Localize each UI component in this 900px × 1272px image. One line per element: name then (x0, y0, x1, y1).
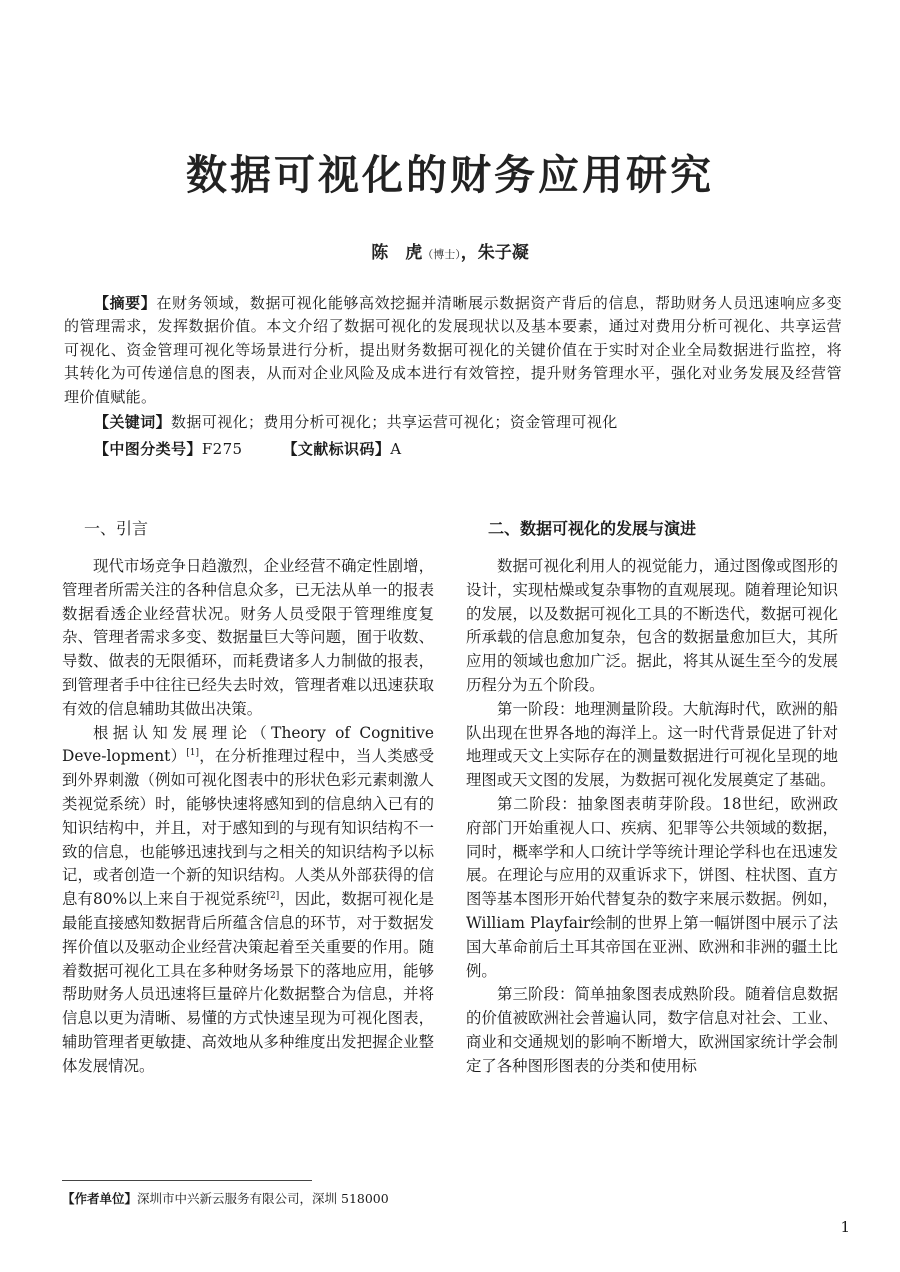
stage-label: 第三阶段：简单抽象图表成熟阶段。 (497, 985, 746, 1004)
citation-ref: [2] (266, 891, 280, 902)
author-name: 朱子凝 (477, 243, 529, 263)
clc-label: 【中图分类号】 (94, 440, 202, 459)
body-paragraph: 现代市场竞争日趋激烈，企业经营不确定性剧增，管理者所需关注的各种信息众多，已无法从单一的报表数据看透企业经营状况。财务人员受限于管理维度复杂、管理者需求多变、数据量巨大等问题，囿于收数、导数、做表的无限循环，而耗费诸多人力制做的报表，到管理者手中往往已经失去时效，管理者难以迅速获取有效的信息辅助其做出决策。 (62, 557, 434, 718)
keywords-text: 数据可视化；费用分析可视化；共享运营可视化；资金管理可视化 (171, 413, 618, 432)
keywords-line (64, 409, 842, 436)
left-column (62, 518, 434, 1079)
stage-label: 第一阶段：地理测量阶段。 (497, 699, 684, 718)
doc-code-value: A (390, 440, 402, 459)
right-column (466, 518, 838, 1079)
body-paragraph (466, 983, 838, 1078)
footnote-divider (62, 1180, 312, 1181)
paper-title: 数据可视化的财务应用研究 (186, 151, 714, 199)
body-paragraph (466, 793, 838, 983)
section-heading: 二、数据可视化的发展与演进 (488, 519, 697, 538)
paragraph-text: 18世纪，欧洲政府部门开始重视人口、疾病、犯罪等公共领域的数据，同时，概率学和人口统计学等统计理论学科也在迅速发展。在理论与应用的双重诉求下，饼图、柱状图、直方图等基本图形开始代替复杂的数字来展示数据。例如，William Playfair绘制的世界上第一幅饼图中展示了法国大革命前后土耳其帝国在亚洲、欧洲和非洲的疆土比例。 (466, 794, 838, 980)
abstract-label: 【摘要】 (94, 294, 157, 312)
clc-value: F275 (201, 440, 243, 459)
author-degree: （博士） (422, 248, 461, 261)
footnote-text: 深圳市中兴新云服务有限公司，深圳 518000 (137, 1191, 389, 1206)
section-heading: 一、引言 (84, 519, 149, 538)
abstract-block (64, 292, 842, 463)
classification-line (64, 436, 842, 463)
abstract-paragraph (64, 292, 842, 409)
doc-code-label: 【文献标识码】 (282, 440, 391, 459)
paragraph-text: 根据认知发展理论（Theory of Cognitive Deve-lopment） (62, 723, 434, 766)
paragraph-text: ，因此，数据可视化是最能直接感知数据背后所蕴含信息的环节，对于数据发挥价值以及驱动企业经营决策起着至关重要的作用。随着数据可视化工具在多种财务场景下的落地应用，能够帮助财务人员迅速将巨量碎片化数据整合为信息，并将信息以更为清晰、易懂的方式快速呈现为可视化图表，辅助管理者更敏捷、高效地从多种维度出发把握企业整体发展情况。 (62, 890, 434, 1075)
author-affiliation-footnote (62, 1190, 389, 1208)
paragraph-text: 随着信息数据的价值被欧洲社会普遍认同，数字信息对社会、工业、商业和交通规划的影响不断增大，欧洲国家统计学会制定了各种图形图表的分类和使用标 (466, 985, 838, 1075)
body-paragraph (466, 698, 838, 793)
paragraph-text: ，在分析推理过程中，当人类感受到外界刺激（例如可视化图表中的形状色彩元素刺激人类视觉系统）时，能够快速将感知到的信息纳入已有的知识结构中，并且，对于感知到的与现有知识结构不一致的信息，也能够迅速找到与之相关的知识结构予以标记，或者创造一个新的知识结构。人类从外部获得的信息有80%以上来自于视觉系统 (62, 747, 434, 909)
author-name: 陈 虎 (371, 243, 423, 263)
author-separator: ， (460, 243, 478, 263)
abstract-text: 在财务领域，数据可视化能够高效挖掘并清晰展示数据资产背后的信息，帮助财务人员迅速响应多变的管理需求，发挥数据价值。本文介绍了数据可视化的发展现状以及基本要素，通过对费用分析可视化、共享运营可视化、资金管理可视化等场景进行分析，提出财务数据可视化的关键价值在于实时对企业全局数据进行监控，将其转化为可传递信息的图表，从而对企业风险及成本进行有效管控，提升财务管理水平，强化对业务发展及经营管理价值赋能。 (64, 294, 842, 406)
citation-ref: [1] (186, 748, 199, 759)
paragraph-text: 大航海时代，欧洲的船队出现在世界各地的海洋上。这一时代背景促进了针对地理或天文上实际存在的测量数据进行可视化呈现的地理图或天文图的发展，为数据可视化发展奠定了基础。 (466, 699, 838, 790)
body-paragraph (62, 722, 434, 1079)
keywords-label: 【关键词】 (94, 413, 172, 432)
footnote-label: 【作者单位】 (62, 1191, 138, 1206)
stage-label: 第二阶段：抽象图表萌芽阶段。 (497, 794, 722, 813)
author-line (0, 238, 900, 263)
body-paragraph: 数据可视化利用人的视觉能力，通过图像或图形的设计，实现枯燥或复杂事物的直观展现。随着理论知识的发展，以及数据可视化工具的不断迭代，数据可视化所承载的信息愈加复杂，包含的数据量愈加巨大，其所应用的领域也愈加广泛。据此，将其从诞生至今的发展历程分为五个阶段。 (466, 557, 838, 694)
page-number: 1 (840, 1218, 850, 1236)
